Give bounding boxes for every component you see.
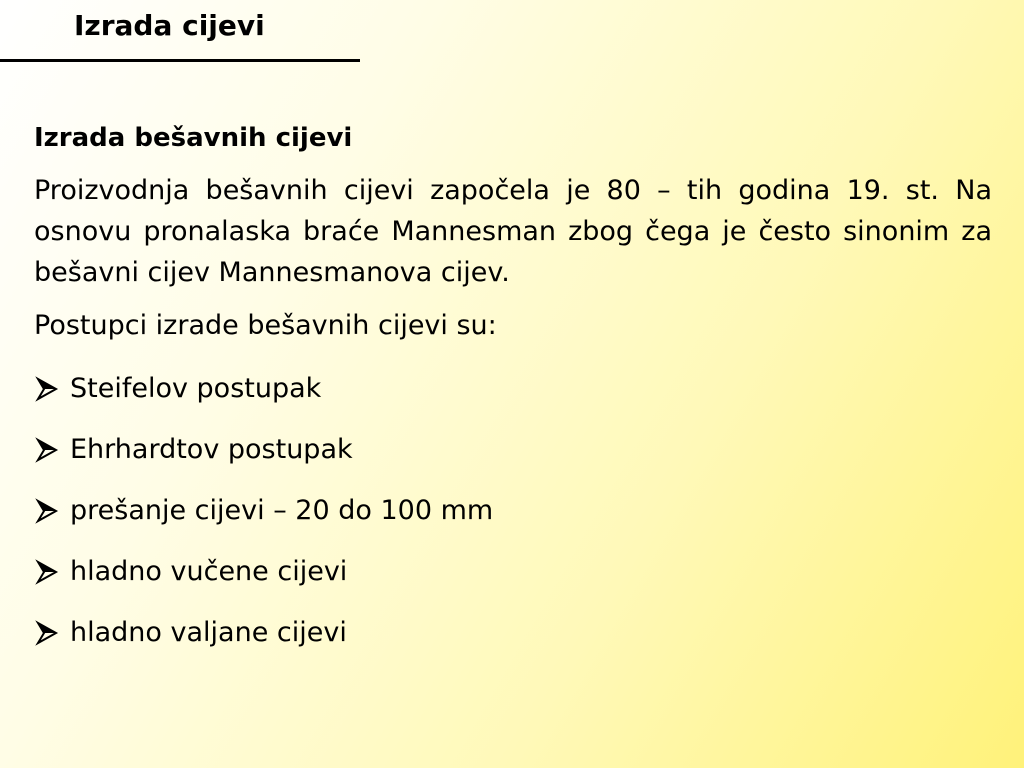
list-item-text: Steifelov postupak (70, 373, 322, 404)
arrowhead-bullet-icon (34, 559, 60, 585)
list-item-text: prešanje cijevi – 20 do 100 mm (70, 495, 494, 526)
list-item-text: hladno valjane cijevi (70, 617, 347, 648)
process-list (34, 358, 992, 663)
list-item (34, 358, 992, 419)
list-item (34, 541, 992, 602)
arrowhead-bullet-icon (34, 498, 60, 524)
arrowhead-bullet-icon (34, 376, 60, 402)
slide-title: Izrada cijevi (74, 9, 265, 42)
list-item-text: hladno vučene cijevi (70, 556, 348, 587)
arrowhead-bullet-icon (34, 437, 60, 463)
title-underline (0, 59, 360, 62)
intro-paragraph: Proizvodnja bešavnih cijevi započela je 80 – tih godina 19. st. Na osnovu pronalaska braće Mannesman zbog čega je često sinonim za bešavni cijev Mannesmanova cijev. (34, 175, 992, 288)
list-item (34, 419, 992, 480)
list-item (34, 480, 992, 541)
slide-content (34, 118, 992, 663)
list-item-text: Ehrhardtov postupak (70, 434, 353, 465)
section-heading: Izrada bešavnih cijevi (34, 123, 353, 153)
arrowhead-bullet-icon (34, 620, 60, 646)
list-intro: Postupci izrade bešavnih cijevi su: (34, 310, 497, 341)
list-item (34, 602, 992, 663)
